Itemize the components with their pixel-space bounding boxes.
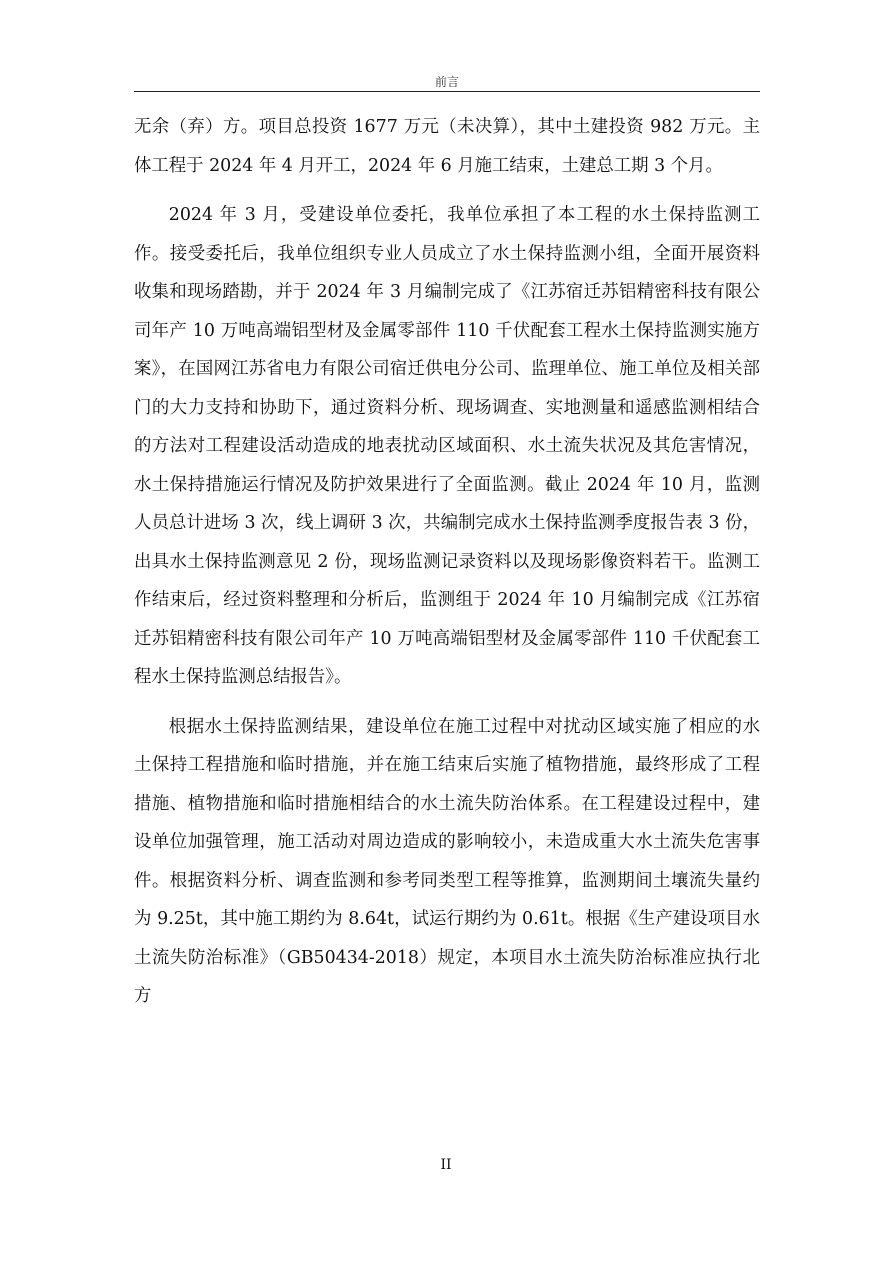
running-header: 前言 <box>434 75 459 89</box>
header-rule <box>134 91 760 92</box>
page-number: II <box>440 1157 452 1173</box>
paragraph-monitoring-work: 2024 年 3 月，受建设单位委托，我单位承担了本工程的水土保持监测工作。接受委托后，我单位组织专业人员成立了水土保持监测小组，全面开展资料收集和现场踏勘，并于 2024 年 3 月编制完成了《江苏宿迁苏铝精密科技有限公司年产 10 万吨高端铝型材及金属零部件 110 千伏配套工程水土保持监测实施方案》，在国网江苏省电力有限公司宿迁供电分公司、监理单位、施工单位及相关部门的大力支持和协助下，通过资料分析、现场调查、实地测量和遥感监测相结合的方法对工程建设活动造成的地表扰动区域面积、水土流失状况及其危害情况，水土保持措施运行情况及防护效果进行了全面监测。截止 2024 年 10 月，监测人员总计进场 3 次，线上调研 3 次，共编制完成水土保持监测季度报告表 3 份，出具水土保持监测意见 2 份，现场监测记录资料以及现场影像资料若干。监测工作结束后，经过资料整理和分析后，监测组于 2024 年 10 月编制完成《江苏宿迁苏铝精密科技有限公司年产 10 万吨高端铝型材及金属零部件 110 千伏配套工程水土保持监测总结报告》。 <box>134 205 760 687</box>
body-text <box>134 108 760 1016</box>
paragraph-monitoring-results: 根据水土保持监测结果，建设单位在施工过程中对扰动区域实施了相应的水土保持工程措施和临时措施，并在施工结束后实施了植物措施，最终形成了工程措施、植物措施和临时措施相结合的水土流失防治体系。在工程建设过程中，建设单位加强管理，施工活动对周边造成的影响较小，未造成重大水土流失危害事件。根据资料分析、调查监测和参考同类型工程等推算，监测期间土壤流失量约为 9.25t，其中施工期约为 8.64t，试运行期约为 0.61t。根据《生产建设项目水土流失防治标准》（GB50434-2018）规定，本项目水土流失防治标准应执行北方 <box>134 716 760 1006</box>
paragraph-continued: 无余（弃）方。项目总投资 1677 万元（未决算），其中土建投资 982 万元。主体工程于 2024 年 4 月开工，2024 年 6 月施工结束，土建总工期 3 个月。 <box>134 117 760 176</box>
